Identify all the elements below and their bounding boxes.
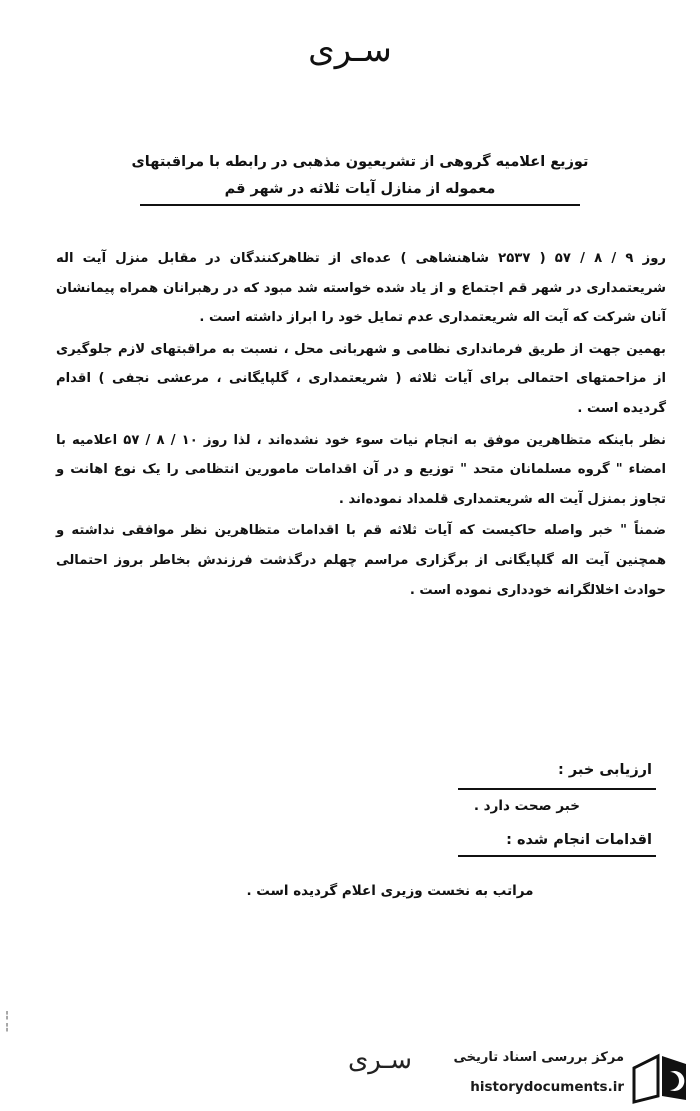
margin-marks: ¦ ¦: [4, 1010, 11, 1033]
archive-center-name: مرکز بررسی اسناد تاریخی: [453, 1050, 624, 1065]
title-line-2: معموله از منازل آیات ثلاثه در شهر قم: [224, 181, 496, 197]
body-paragraph-1: روز ۹ / ۸ / ۵۷ ( ۲۵۳۷ شاهنشاهی ) عده‌ای از تظاهرکنندگان در مقابل منزل آیت اله شریعتمداری در شهر قم اجتماع و از یاد شده خواسته شد مبود که در رهبرانان همراه پیمانشان آنان شرکت که آیت اله شریعتمداری عدم تمایل خود را ابراز داشته است .: [56, 251, 666, 326]
document-title: [130, 148, 590, 206]
title-line-1: توزیع اعلامیه گروهی از تشریعیون مذهبی در رابطه با مراقبتهای: [131, 154, 589, 170]
evaluation-value: خبر صحت دارد .: [473, 798, 580, 814]
actions-label: اقدامات انجام شده :: [506, 832, 652, 848]
archive-logo-icon: [628, 1050, 692, 1106]
body-paragraph-3: نظر باینکه متظاهرین موفق به انجام نیات سوء خود نشده‌اند ، لذا روز ۱۰ / ۸ / ۵۷ اعلامیه با امضاء " گروه مسلمانان متحد " توزیع و در آن اقدامات مامورین انتظامی را یک نوع اهانت و تجاوز بمنزل آیت اله شریعتمداری قلمداد نموده‌اند .: [56, 432, 666, 507]
body-paragraph-4: ضمناً " خبر واصله حاکیست که آیات ثلاثه قم با اقدامات متظاهرین نظر موافقی نداشته و همچنین آیت اله گلپایگانی از برگزاری مراسم چهلم درگذشت فرزندش بخاطر بروز احتمالی حوادث اخلالگرانه خودداری نموده است .: [56, 523, 666, 598]
archive-url: historydocuments.ir: [470, 1079, 624, 1095]
title-underline: [140, 204, 580, 206]
evaluation-label: ارزیابی خبر :: [558, 762, 652, 778]
classification-stamp-top: سـری: [308, 30, 392, 70]
actions-underline: [458, 855, 656, 857]
classification-stamp-bottom: سـری: [347, 1045, 413, 1075]
body-paragraph-2: بهمین جهت از طریق فرمانداری نظامی و شهربانی محل ، نسبت به مراقبتهای لازم جلوگیری از مزاحمتهای احتمالی برای آیات ثلاثه ( شریعتمداری ، گلپایگانی ، مرعشی نجفی ) اقدام گردیده است .: [56, 341, 666, 416]
evaluation-underline: [458, 788, 656, 790]
footer-note: مراتب به نخست وزیری اعلام گردیده است .: [246, 883, 534, 899]
document-body: [56, 244, 666, 605]
